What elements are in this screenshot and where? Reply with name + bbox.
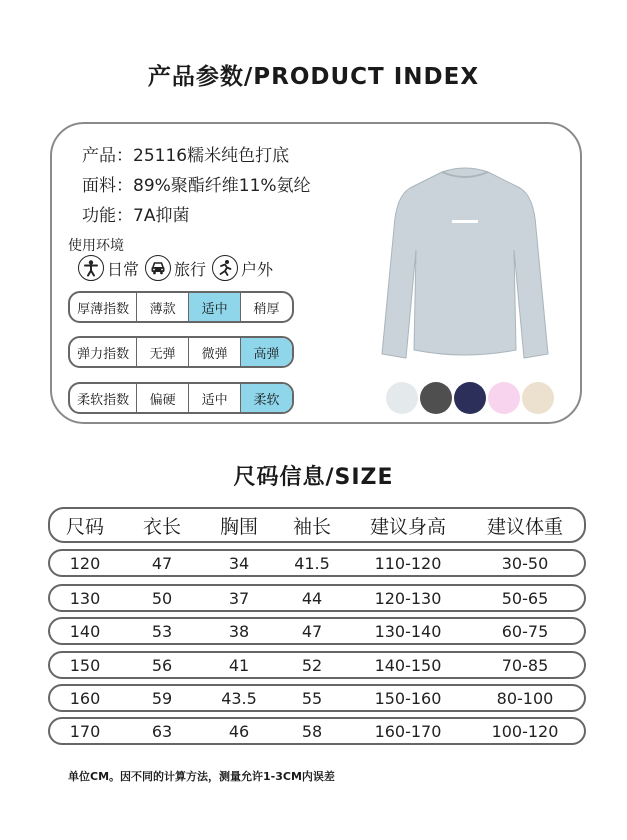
environment-daily-label: 日常 (107, 259, 140, 279)
color-swatch[interactable] (386, 382, 418, 414)
table-cell: 59 (151, 688, 173, 708)
table-cell: 100-120 (491, 721, 559, 741)
product-name-line: 产品：25116糯米纯色打底 (82, 146, 290, 166)
table-cell: 41 (228, 655, 250, 675)
fabric-line: 面料：89%聚酯纤维11%氨纶 (82, 176, 311, 196)
table-cell: 37 (228, 588, 250, 608)
rating-label: 柔软指数 (77, 392, 130, 408)
rating-option: 偏硬 (136, 384, 188, 412)
color-swatches (386, 382, 556, 414)
table-cell: 55 (301, 688, 323, 708)
rating-option: 适中 (188, 293, 240, 321)
table-cell: 56 (151, 655, 173, 675)
table-row (48, 584, 586, 612)
running-icon (212, 255, 238, 281)
table-cell: 63 (151, 721, 173, 741)
rating-label: 厚薄指数 (77, 301, 130, 317)
color-swatch[interactable] (420, 382, 452, 414)
table-cell: 47 (151, 553, 173, 573)
table-cell: 130 (69, 588, 101, 608)
table-cell: 43.5 (221, 688, 257, 708)
environment-travel (145, 255, 208, 281)
table-cell: 150 (69, 655, 101, 675)
measurement-footnote: 单位CM。因不同的计算方法，测量允许1-3CM内误差 (68, 770, 335, 783)
rating-option: 薄款 (136, 293, 188, 321)
table-row (48, 651, 586, 679)
table-cell: 58 (301, 721, 323, 741)
rating-option: 柔软 (240, 384, 292, 412)
table-cell: 41.5 (294, 553, 330, 573)
table-cell: 120-130 (374, 588, 442, 608)
table-row (48, 684, 586, 712)
size-title: 尺码信息/SIZE (233, 465, 394, 490)
color-swatch[interactable] (454, 382, 486, 414)
table-cell: 47 (301, 621, 323, 641)
header-cell: 建议身高 (369, 515, 446, 538)
table-cell: 140-150 (374, 655, 442, 675)
table-cell: 110-120 (374, 553, 442, 573)
table-cell: 50-65 (501, 588, 549, 608)
table-cell: 44 (301, 588, 323, 608)
table-cell: 160 (69, 688, 101, 708)
rating-option: 适中 (188, 384, 240, 412)
table-row (48, 549, 586, 577)
environment-travel-label: 旅行 (174, 259, 207, 279)
header-cell: 建议体重 (486, 515, 563, 538)
table-row (48, 617, 586, 645)
function-line: 功能：7A抑菌 (82, 206, 190, 226)
color-swatch[interactable] (522, 382, 554, 414)
car-icon (145, 255, 171, 281)
rating-option: 微弹 (188, 338, 240, 366)
table-cell: 70-85 (501, 655, 549, 675)
table-cell: 140 (69, 621, 101, 641)
color-swatch[interactable] (488, 382, 520, 414)
header-cell: 袖长 (292, 515, 331, 538)
rating-label: 弹力指数 (77, 346, 130, 362)
table-cell: 30-50 (501, 553, 549, 573)
rating-option: 无弹 (136, 338, 188, 366)
table-cell: 34 (228, 553, 250, 573)
header-cell: 尺码 (65, 515, 104, 538)
table-cell: 52 (301, 655, 323, 675)
product-info-panel (50, 122, 582, 424)
table-cell: 150-160 (374, 688, 442, 708)
environment-label: 使用环境 (68, 238, 124, 254)
table-cell: 38 (228, 621, 250, 641)
table-cell: 80-100 (496, 688, 554, 708)
elasticity-rating (68, 336, 294, 368)
rating-option: 稍厚 (240, 293, 292, 321)
product-index-title: 产品参数/PRODUCT INDEX (147, 64, 480, 90)
environment-daily (78, 255, 141, 281)
table-cell: 60-75 (501, 621, 549, 641)
table-cell: 130-140 (374, 621, 442, 641)
table-cell: 53 (151, 621, 173, 641)
table-cell: 50 (151, 588, 173, 608)
header-cell: 衣长 (142, 515, 181, 538)
table-cell: 160-170 (374, 721, 442, 741)
size-table-header (48, 507, 586, 543)
table-cell: 120 (69, 553, 101, 573)
person-icon (78, 255, 104, 281)
thickness-rating (68, 291, 294, 323)
rating-option: 高弹 (240, 338, 292, 366)
header-cell: 胸围 (219, 515, 258, 538)
table-cell: 46 (228, 721, 250, 741)
environment-outdoor (212, 255, 275, 281)
table-row (48, 717, 586, 745)
table-cell: 170 (69, 721, 101, 741)
environment-outdoor-label: 户外 (241, 259, 274, 279)
product-shirt-image (370, 158, 560, 368)
softness-rating (68, 382, 294, 414)
environment-list (78, 255, 279, 281)
